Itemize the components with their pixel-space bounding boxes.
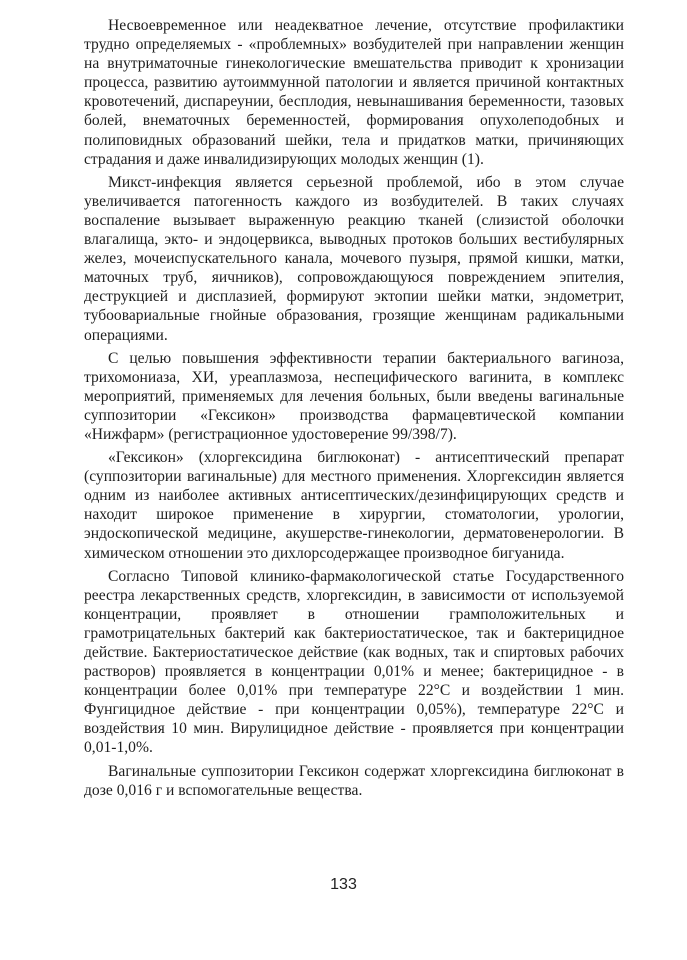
paragraph: Согласно Типовой клинико-фармакологической статье Государственного реестра лекарственных средств, хлоргексидин, в зависимости от используемой концентрации, проявляет в отношении грамположительных и грамотрицательных бактерий как бактериостатическое, так и бактерицидное действие. Бактериостатическое действие (как водных, так и спиртовых рабочих растворов) проявляется в концентрации 0,01% и менее; бактерицидное - в концентрации более 0,01% при температуре 22°С и воздействии 1 мин. Фунгицидное действие - при концентрации 0,05%), температуре 22°С и воздействия 10 мин. Вирулицидное действие - проявляется при концентрации 0,01-1,0%. — [84, 567, 624, 757]
paragraph: С целью повышения эффективности терапии бактериального вагиноза, трихомониаза, ХИ, уреаплазмоза, неспецифического вагинита, в комплекс мероприятий, применяемых для лечения больных, были введены вагинальные суппозитории «Гексикон» производства фармацевтической компании «Нижфарм» (регистрационное удостоверение 99/398/7). — [84, 349, 624, 443]
body-text — [84, 16, 624, 804]
paragraph: Микст-инфекция является серьезной проблемой, ибо в этом случае увеличивается патогенность каждого из возбудителей. В таких случаях воспаление вызывает выраженную реакцию тканей (слизистой оболочки влагалища, экто- и эндоцервикса, выводных протоков больших вестибулярных желез, мочеиспускательного канала, мочевого пузыря, прямой кишки, матки, маточных труб, яичников), сопровождающуюся повреждением эпителия, деструкцией и дисплазией, формируют эктопии шейки матки, эндометрит, тубоовариальные гнойные образования, грозящие женщинам радикальными операциями. — [84, 173, 624, 344]
paragraph: Вагинальные суппозитории Гексикон содержат хлоргексидина биглюконат в дозе 0,016 г и вспомогательные вещества. — [84, 762, 624, 799]
page-number: 133 — [330, 876, 357, 893]
paragraph: «Гексикон» (хлоргексидина биглюконат) - антисептический препарат (суппозитории вагинальные) для местного применения. Хлоргексидин является одним из наиболее активных антисептических/дезинфицирующих средств и находит широкое применение в хирургии, стоматологии, урологии, эндоскопической медицине, акушерстве-гинекологии, дерматовенерологии. В химическом отношении это дихлорсодержащее производное бигуанида. — [84, 449, 624, 562]
paragraph: Несвоевременное или неадекватное лечение, отсутствие профилактики трудно определяемых - «проблемных» возбудителей при направлении женщин на внутриматочные гинекологические вмешательства приводит к хронизации процесса, развитию аутоиммунной патологии и является причиной контактных кровотечений, диспареунии, бесплодия, невынашивания беременности, тазовых болей, внематочных беременностей, формирования опухолеподобных и полиповидных образований шейки, тела и придатков матки, причиняющих страдания и даже инвалидизирующих молодых женщин (1). — [84, 17, 624, 168]
